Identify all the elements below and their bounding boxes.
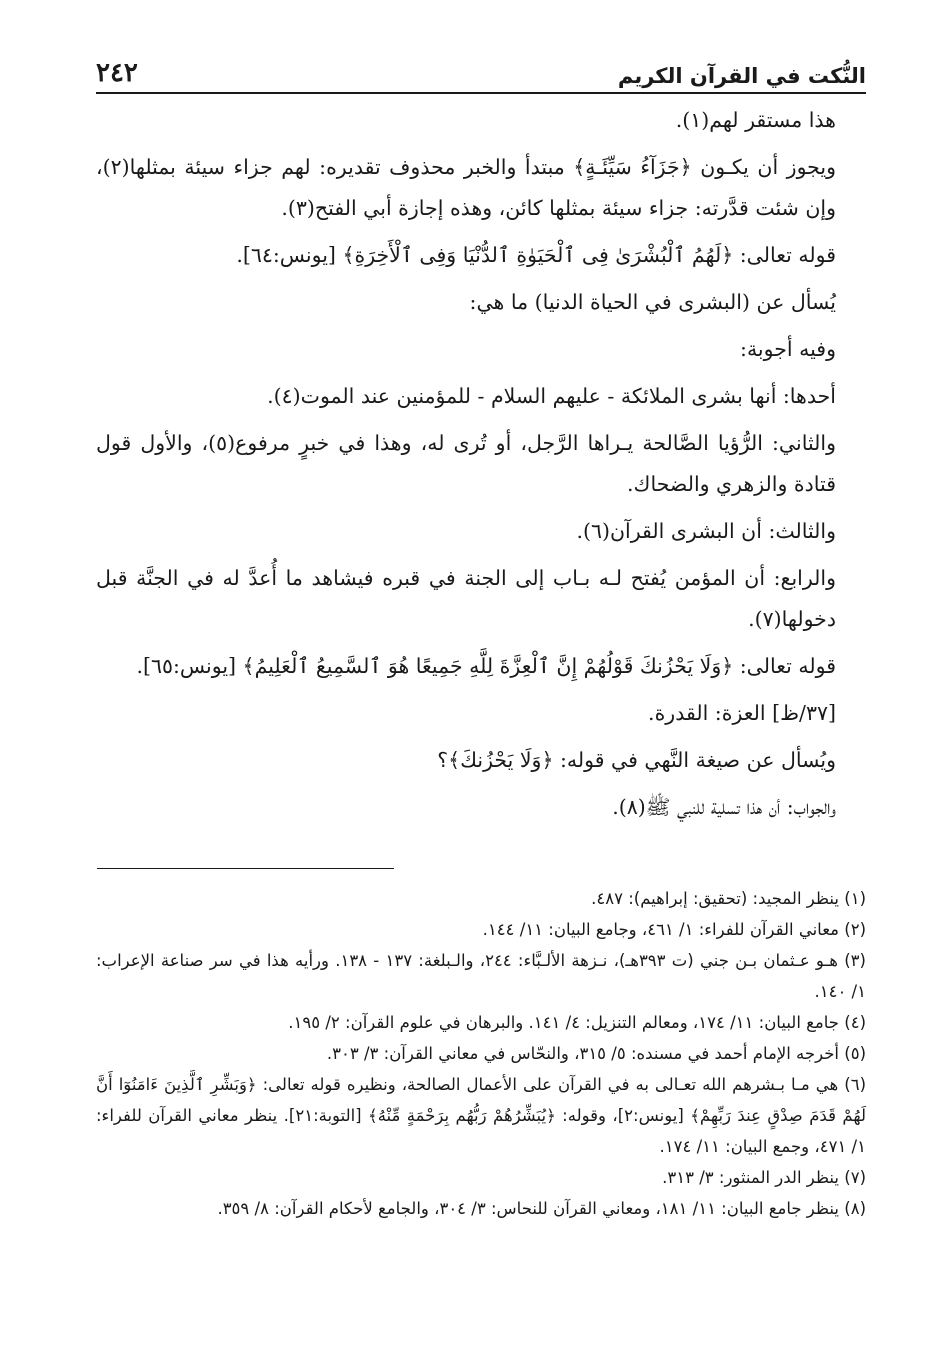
footnote: (٧) ينظر الدر المنثور: ٣/ ٣١٣. <box>662 1168 866 1187</box>
footnote: (٤) جامع البيان: ١١/ ١٧٤، ومعالم التنزيل: ٤/ ١٤١. والبرهان في علوم القرآن: ٢/ ١٩٥. <box>288 1013 866 1032</box>
paragraph: قوله تعالى: ﴿لَهُمُ ٱلْبُشْرَىٰ فِى ٱلْحَيَوٰةِ ٱلدُّنْيَا وَفِى ٱلْأَخِرَةِ﴾ [يونس:٦٤]. <box>236 243 836 267</box>
footnote-separator <box>97 868 394 869</box>
footnote: (٦) هي مـا بـشرهم الله تعـالى به في القرآن على الأعمال الصالحة، ونظيره قوله تعالى: ﴿وَبَشِّرِ ٱلَّذِينَ ءَامَنُوٓا أَنَّ لَهُمْ قَدَمَ صِدْقٍ عِندَ رَبِّهِمْ﴾ [يونس:٢]، وقوله: ﴿يُبَشِّرُهُمْ رَبُّهُم بِرَحْمَةٍ مِّنْهُ﴾ [التوبة:٢١]. ينظر معاني القرآن للفراء: ١/ ٤٧١، وجمع البيان: ١١/ ١٧٤. <box>96 1075 866 1156</box>
book-title: النُّكت في القرآن الكريم <box>617 64 866 88</box>
paragraph: ويُسأل عن صيغة النَّهي في قوله: ﴿وَلَا يَحْزُنكَ﴾؟ <box>437 748 836 772</box>
paragraph: والثالث: أن البشرى القرآن(٦). <box>576 519 836 543</box>
paragraph: يُسأل عن (البشرى في الحياة الدنيا) ما هي: <box>469 290 836 314</box>
footnote: (١) ينظر المجيد: (تحقيق: إبراهيم): ٤٨٧. <box>591 889 866 908</box>
paragraph: وفيه أجوبة: <box>740 337 836 361</box>
footnote: (٨) ينظر جامع البيان: ١١/ ١٨١، ومعاني القرآن للنحاس: ٣/ ٣٠٤، والجامع لأحكام القرآن: ٨/ ٣٥٩. <box>217 1199 866 1218</box>
paragraph: والرابع: أن المؤمن يُفتح لـه بـاب إلى الجنة في قبره فيشاهد ما أُعدَّ له في الجنَّة قبل دخولها(٧). <box>96 566 836 631</box>
paragraph: والجواب: أن هذا تسلية للنبي ﷺ(٨). <box>612 795 836 819</box>
page-number: ٢٤٢ <box>96 58 138 88</box>
paragraph: قوله تعالى: ﴿وَلَا يَحْزُنكَ قَوْلُهُمْ إِنَّ ٱلْعِزَّةَ لِلَّهِ جَمِيعًا هُوَ ٱلسَّمِيعُ ٱلْعَلِيمُ﴾ [يونس:٦٥]. <box>136 654 836 678</box>
book-page <box>96 38 866 1224</box>
footnote: (٢) معاني القرآن للفراء: ١/ ٤٦١، وجامع البيان: ١١/ ١٤٤. <box>482 920 866 939</box>
footnotes <box>96 883 866 1224</box>
paragraph: ويجوز أن يكـون ﴿جَزَآءُ سَيِّئَـةٍ﴾ مبتدأ والخبر محذوف تقديره: لهم جزاء سيئة بمثلها(٢)، وإن شئت قدَّرته: جزاء سيئة بمثلها كائن، وهذه إجازة أبي الفتح(٣). <box>96 155 836 220</box>
paragraph: هذا مستقر لهم(١). <box>675 108 836 132</box>
paragraph: والثاني: الرُّؤيا الصَّالحة يـراها الرَّجل، أو تُرى له، وهذا في خبرٍ مرفوع(٥)، والأول قول قتادة والزهري والضحاك. <box>96 431 836 496</box>
paragraph: أحدها: أنها بشرى الملائكة - عليهم السلام - للمؤمنين عند الموت(٤). <box>267 384 836 408</box>
footnote: (٣) هـو عـثمان بـن جني (ت ٣٩٣هـ)، نـزهة الألـبَّاء: ٢٤٤، والـبلغة: ١٣٧ - ١٣٨. ورأيه هذا في سر صناعة الإعراب: ١/ ١٤٠. <box>96 951 866 1001</box>
paragraph: [٣٧/ظ] العزة: القدرة. <box>648 701 836 725</box>
footnote: (٥) أخرجه الإمام أحمد في مسنده: ٥/ ٣١٥، والنحّاس في معاني القرآن: ٣/ ٣٠٣. <box>326 1044 866 1063</box>
running-header <box>96 38 866 94</box>
main-text <box>96 100 866 828</box>
